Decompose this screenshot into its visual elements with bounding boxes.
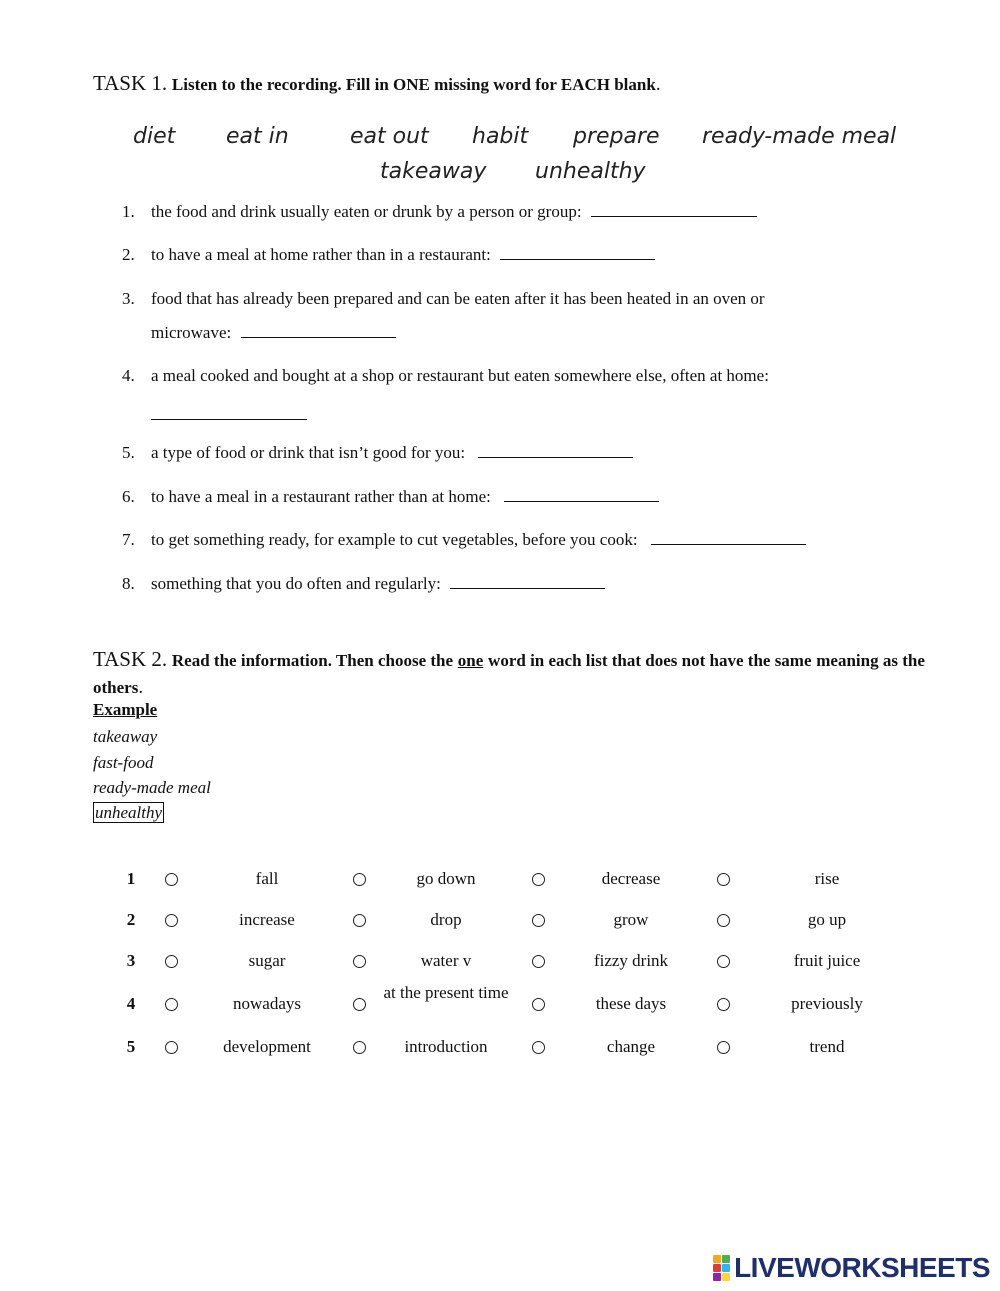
radio-button[interactable] — [165, 955, 178, 968]
option-label: drop — [430, 910, 462, 929]
logo-text: LIVEWORKSHEETS — [734, 1252, 990, 1283]
radio-button[interactable] — [717, 914, 730, 927]
option-label: introduction — [404, 1037, 488, 1056]
question-8: 8. something that you do often and regularly: — [122, 572, 605, 596]
answer-blank-6[interactable] — [504, 486, 659, 502]
question-text: the food and drink usually eaten or drunk by a person or group: — [151, 202, 582, 221]
question-text: something that you do often and regularly: — [151, 574, 441, 593]
radio-button[interactable] — [532, 955, 545, 968]
radio-button[interactable] — [353, 955, 366, 968]
option-label: sugar — [248, 951, 286, 970]
option-label: increase — [239, 910, 295, 929]
word-bank-item: ready-made meal — [702, 124, 897, 149]
word-bank-item: eat in — [226, 124, 289, 149]
task2-number: TASK 2. — [93, 647, 168, 671]
radio-button[interactable] — [353, 998, 366, 1011]
question-7: 7. to get something ready, for example to cut vegetables, before you cook: — [122, 528, 806, 552]
question-1: 1. the food and drink usually eaten or drunk by a person or group: — [122, 200, 757, 224]
radio-button[interactable] — [717, 998, 730, 1011]
task2-title: TASK 2. Read the information. Then choose the one word in each list that does not have the same meaning as the others. — [93, 647, 925, 698]
radio-button[interactable] — [717, 873, 730, 886]
word-bank-item: diet — [133, 124, 176, 149]
row-number: 2 — [126, 910, 136, 929]
answer-blank-1[interactable] — [591, 201, 757, 217]
radio-button[interactable] — [717, 1041, 730, 1054]
question-text: to have a meal at home rather than in a restaurant: — [151, 245, 491, 264]
option-label: go up — [807, 910, 847, 929]
liveworksheets-logo-icon — [713, 1255, 730, 1281]
option-label: go down — [416, 869, 476, 888]
option-label: these days — [595, 994, 667, 1013]
question-5: 5. a type of food or drink that isn’t good for you: — [122, 441, 633, 465]
radio-button[interactable] — [717, 955, 730, 968]
option-label: water v — [420, 951, 472, 970]
word-bank-item: eat out — [350, 124, 429, 149]
question-text: microwave: — [151, 323, 232, 342]
question-text: a type of food or drink that isn’t good for you: — [151, 443, 466, 462]
option-label: previously — [791, 994, 863, 1013]
question-6: 6. to have a meal in a restaurant rather than at home: — [122, 485, 659, 509]
example-item: ready-made meal — [93, 778, 211, 797]
question-text: food that has already been prepared and can be eaten after it has been heated in an oven or — [151, 289, 765, 308]
option-label: rise — [814, 869, 840, 888]
example-answer: unhealthy — [95, 803, 163, 822]
liveworksheets-logo — [713, 1252, 990, 1284]
radio-button[interactable] — [165, 1041, 178, 1054]
row-number: 1 — [126, 869, 136, 888]
row-number: 5 — [126, 1037, 136, 1056]
option-label: grow — [613, 910, 649, 929]
option-label: development — [223, 1037, 311, 1056]
radio-button[interactable] — [165, 998, 178, 1011]
option-label: fall — [255, 869, 279, 888]
example-item: fast-food — [93, 753, 154, 772]
radio-button[interactable] — [353, 873, 366, 886]
emphasis-one: one — [457, 651, 484, 670]
example-item: takeaway — [93, 727, 158, 746]
radio-button[interactable] — [532, 1041, 545, 1054]
answer-blank-2[interactable] — [500, 244, 655, 260]
row-number: 4 — [126, 994, 136, 1013]
answer-blank-5[interactable] — [478, 442, 633, 458]
question-text: to have a meal in a restaurant rather than at home: — [151, 487, 491, 506]
question-3-continued — [151, 322, 396, 343]
option-label: trend — [809, 1037, 845, 1056]
option-label: fruit juice — [793, 951, 861, 970]
task1-number: TASK 1. — [93, 71, 168, 95]
answer-blank-8[interactable] — [450, 573, 605, 589]
radio-button[interactable] — [165, 914, 178, 927]
option-label: fizzy drink — [593, 951, 669, 970]
radio-button[interactable] — [532, 998, 545, 1011]
radio-button[interactable] — [165, 873, 178, 886]
question-text: to get something ready, for example to cut vegetables, before you cook: — [151, 530, 638, 549]
radio-button[interactable] — [353, 1041, 366, 1054]
word-bank-item: unhealthy — [535, 159, 646, 184]
word-bank-item: habit — [472, 124, 529, 149]
word-bank-item: prepare — [573, 124, 660, 149]
radio-button[interactable] — [532, 873, 545, 886]
word-bank-item: takeaway — [380, 159, 487, 184]
task1-title — [93, 71, 661, 96]
option-label: at the present time — [383, 983, 509, 1002]
answer-blank-3[interactable] — [241, 322, 396, 338]
radio-button[interactable] — [353, 914, 366, 927]
radio-button[interactable] — [532, 914, 545, 927]
question-3: 3. food that has already been prepared and can be eaten after it has been heated in an oven or — [122, 289, 765, 308]
question-4: 4. a meal cooked and bought at a shop or restaurant but eaten somewhere else, often at home: — [122, 366, 769, 385]
answer-blank-4[interactable] — [151, 402, 307, 420]
task1-instruction: Listen to the recording. Fill in ONE missing word for EACH blank — [171, 75, 656, 94]
answer-blank-7[interactable] — [651, 529, 806, 545]
option-label: decrease — [601, 869, 661, 888]
row-number: 3 — [126, 951, 136, 970]
question-text: a meal cooked and bought at a shop or restaurant but eaten somewhere else, often at home: — [151, 366, 769, 385]
question-2: 2. to have a meal at home rather than in a restaurant: — [122, 243, 655, 267]
option-label: change — [606, 1037, 656, 1056]
option-label: nowadays — [233, 994, 301, 1013]
example-heading: Example — [93, 700, 158, 719]
task1-instruction-end: . — [655, 74, 661, 95]
